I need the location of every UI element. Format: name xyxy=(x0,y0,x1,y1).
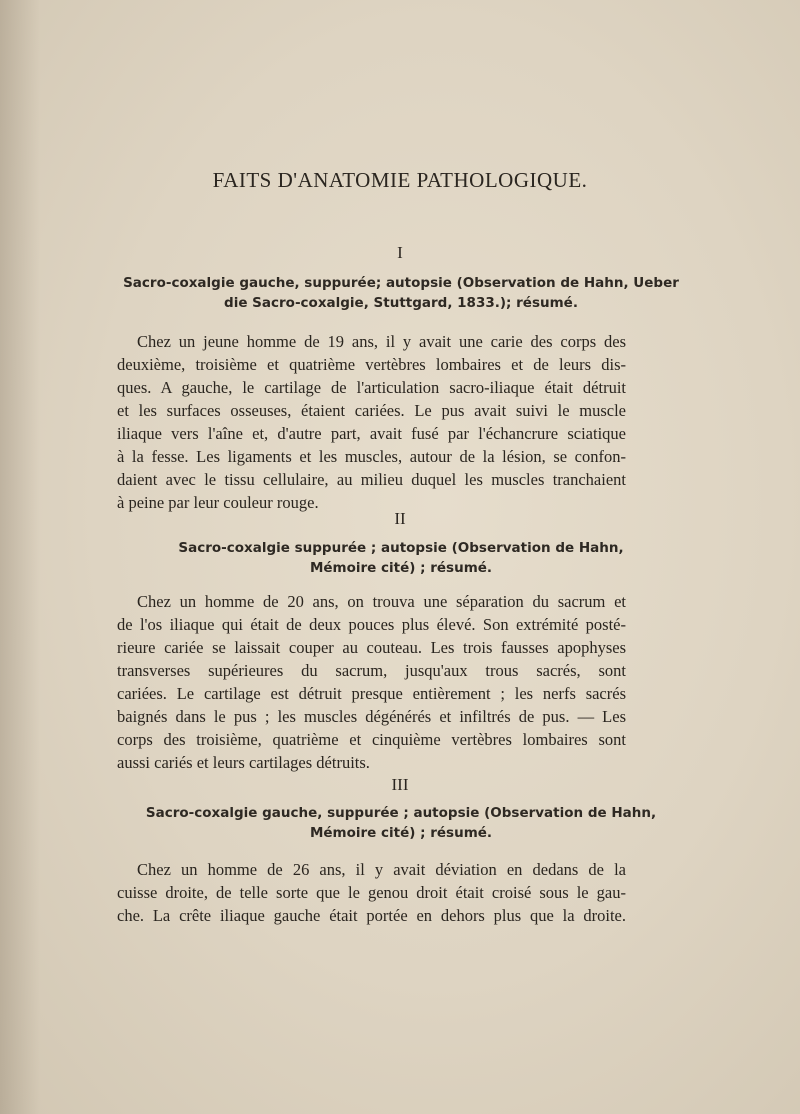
body-line: à la fesse. Les ligaments et les muscles, autour de la lésion, se confon- xyxy=(117,447,626,466)
section-heading xyxy=(112,538,690,578)
body-line: de l'os iliaque qui était de deux pouces plus élevé. Son extrémité posté- xyxy=(117,615,626,634)
body-line: à peine par leur couleur rouge. xyxy=(117,493,319,512)
section-heading-line: die Sacro-coxalgie, Stuttgard, 1833.); résumé. xyxy=(224,295,578,311)
section-heading-line: Mémoire cité) ; résumé. xyxy=(309,560,493,576)
section-heading-line: Sacro-coxalgie suppurée ; autopsie (Observation de Hahn, xyxy=(178,540,624,556)
section-heading xyxy=(112,273,690,313)
section-number: I xyxy=(397,243,403,262)
body-line: baignés dans le pus ; les muscles dégénérés et infiltrés de pus. — Les xyxy=(117,707,626,726)
body-line: Chez un homme de 20 ans, on trouva une séparation du sacrum et xyxy=(137,592,626,611)
body-line: rieure cariée se laissait couper au couteau. Les trois fausses apophyses xyxy=(117,638,626,657)
body-line: Chez un jeune homme de 19 ans, il y avait une carie des corps des xyxy=(137,332,626,351)
body-line: ques. A gauche, le cartilage de l'articulation sacro-iliaque était détruit xyxy=(117,378,626,397)
body-line: daient avec le tissu cellulaire, au milieu duquel les muscles tranchaient xyxy=(117,470,626,489)
body-line: aussi cariés et leurs cartilages détruits. xyxy=(117,753,370,772)
body-line: iliaque vers l'aîne et, d'autre part, avait fusé par l'échancrure sciatique xyxy=(117,424,626,443)
section-number: III xyxy=(391,775,409,794)
body-line: deuxième, troisième et quatrième vertèbres lombaires et de leurs dis- xyxy=(117,355,626,374)
section-body xyxy=(117,330,626,514)
section-number: II xyxy=(394,509,406,528)
page-title: FAITS D'ANATOMIE PATHOLOGIQUE. xyxy=(212,168,588,192)
section-heading xyxy=(112,803,690,843)
section-heading-line: Sacro-coxalgie gauche, suppurée; autopsie (Observation de Hahn, Ueber xyxy=(123,275,679,291)
body-line: corps des troisième, quatrième et cinquième vertèbres lombaires sont xyxy=(117,730,626,749)
body-line: Chez un homme de 26 ans, il y avait déviation en dedans de la xyxy=(137,860,626,879)
section-heading-line: Sacro-coxalgie gauche, suppurée ; autopsie (Observation de Hahn, xyxy=(145,805,657,821)
section-heading-line: Mémoire cité) ; résumé. xyxy=(309,825,493,841)
body-line: transverses supérieures du sacrum, jusqu'aux trous sacrés, sont xyxy=(117,661,626,680)
body-line: cuisse droite, de telle sorte que le genou droit était croisé sous le gau- xyxy=(117,883,626,902)
body-line: et les surfaces osseuses, étaient cariées. Le pus avait suivi le muscle xyxy=(117,401,626,420)
section-body xyxy=(117,590,626,774)
body-line: che. La crête iliaque gauche était portée en dehors plus que la droite. xyxy=(117,906,626,925)
section-body xyxy=(117,858,626,927)
body-line: cariées. Le cartilage est détruit presque entièrement ; les nerfs sacrés xyxy=(117,684,626,703)
